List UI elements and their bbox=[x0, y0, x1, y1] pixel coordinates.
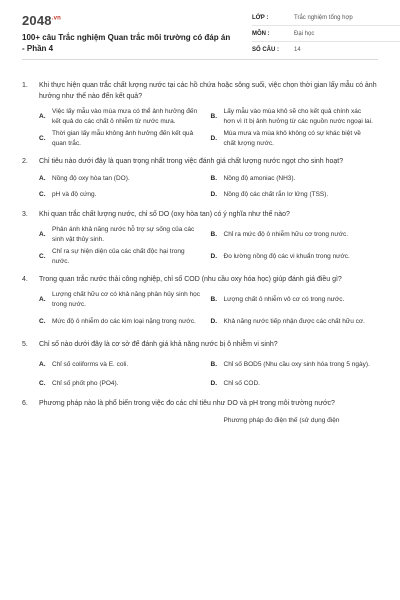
answer-option[interactable] bbox=[39, 128, 207, 150]
option-letter: C. bbox=[39, 318, 46, 325]
option-text: Lượng chất ô nhiễm vô cơ có trong nước. bbox=[223, 296, 345, 303]
document-meta bbox=[252, 10, 400, 58]
answer-option[interactable] bbox=[211, 354, 379, 376]
answer-options bbox=[22, 289, 378, 333]
option-text: Lượng chất hữu cơ có khả năng phân hủy sinh học trong nước. bbox=[52, 291, 201, 308]
question-number: 1. bbox=[22, 82, 28, 89]
question-number: 3. bbox=[22, 211, 28, 218]
option-letter: D. bbox=[210, 380, 217, 387]
meta-label: SỐ CÂU : bbox=[252, 47, 279, 53]
site-logo[interactable] bbox=[22, 13, 61, 28]
answer-option[interactable] bbox=[39, 289, 207, 311]
answer-option[interactable] bbox=[211, 128, 379, 150]
question-item bbox=[22, 274, 378, 333]
meta-label: LỚP : bbox=[252, 14, 269, 21]
answer-option[interactable] bbox=[39, 106, 207, 128]
option-letter: B. bbox=[210, 175, 217, 182]
option-letter: A. bbox=[39, 113, 46, 120]
answer-options bbox=[22, 413, 378, 429]
question-item bbox=[22, 156, 378, 203]
option-letter: B. bbox=[210, 231, 217, 238]
meta-row-subject bbox=[252, 26, 400, 42]
option-letter: D. bbox=[210, 191, 217, 198]
answer-options bbox=[22, 224, 378, 268]
meta-row-count bbox=[252, 42, 400, 58]
option-letter: D. bbox=[210, 318, 217, 325]
option-text: Nồng độ các chất rắn lơ lửng (TSS). bbox=[223, 191, 329, 198]
question-number: 4. bbox=[22, 276, 28, 283]
option-text: Chỉ số phốt pho (PO4). bbox=[52, 380, 119, 387]
question-text: Khi thực hiện quan trắc chất lượng nước tại các hồ chứa hoặc sông suối, việc chọn thời gian lấy mẫu có ảnh hưởng như thế nào đến kết quả? bbox=[39, 82, 377, 100]
answer-option[interactable] bbox=[39, 376, 207, 392]
question-text: Trong quan trắc nước thải công nghiệp, chỉ số COD (nhu cầu oxy hóa học) giúp đánh giá điều gì? bbox=[39, 276, 342, 283]
option-letter: C. bbox=[39, 380, 46, 387]
option-text: Phản ánh khả năng nước hỗ trợ sự sống của các sinh vật thủy sinh. bbox=[52, 226, 195, 243]
option-letter: A. bbox=[39, 361, 46, 368]
answer-option[interactable] bbox=[211, 171, 379, 187]
option-text: Đo lường nồng độ các vi khuẩn trong nước. bbox=[223, 253, 350, 260]
option-letter: D. bbox=[210, 253, 217, 260]
answer-option[interactable] bbox=[39, 413, 207, 429]
question-number: 5. bbox=[22, 341, 28, 348]
option-letter: A. bbox=[39, 175, 46, 182]
option-letter: C. bbox=[39, 191, 46, 198]
option-letter: D. bbox=[210, 135, 217, 142]
page-title: 100+ câu Trắc nghiệm Quan trắc môi trường có đáp án - Phần 4 bbox=[22, 33, 231, 53]
answer-option[interactable] bbox=[39, 311, 207, 333]
option-letter: C. bbox=[39, 135, 46, 142]
question-text: Phương pháp nào là phổ biến trong việc đo các chỉ tiêu như DO và pH trong môi trường nước? bbox=[39, 400, 335, 407]
option-text: Chỉ ra mức độ ô nhiễm hữu cơ trong nước. bbox=[223, 231, 349, 238]
meta-label: MÔN : bbox=[252, 30, 270, 37]
answer-option[interactable] bbox=[211, 246, 379, 268]
question-text: Chỉ tiêu nào dưới đây là quan trọng nhất trong việc đánh giá chất lượng nước ngọt cho sinh hoạt? bbox=[39, 158, 344, 165]
option-text: Mùa mưa và mùa khô không có sự khác biệt về chất lượng nước. bbox=[223, 130, 361, 147]
answer-option[interactable] bbox=[39, 354, 207, 376]
question-number: 6. bbox=[22, 400, 28, 407]
logo-suffix: .vn bbox=[51, 15, 62, 22]
option-text: Nồng độ amoniac (NH3). bbox=[223, 175, 296, 182]
option-letter: A. bbox=[39, 231, 46, 238]
option-text: Chỉ số BOD5 (Nhu cầu oxy sinh hóa trong 5 ngày). bbox=[223, 361, 370, 368]
question-number: 2. bbox=[22, 158, 28, 165]
answer-option[interactable] bbox=[39, 246, 207, 268]
question-text: Chỉ số nào dưới đây là cơ sở để đánh giá khả năng nước bị ô nhiễm vi sinh? bbox=[39, 341, 278, 348]
option-letter: A. bbox=[39, 296, 46, 303]
option-text: Thời gian lấy mẫu không ảnh hưởng đến kết quả quan trắc. bbox=[52, 130, 194, 147]
answer-option[interactable] bbox=[211, 224, 379, 246]
answer-option[interactable] bbox=[211, 187, 379, 203]
option-text: Việc lấy mẫu vào mùa mưa có thể ảnh hưởng đến kết quả do các chất ô nhiễm từ nước mưa. bbox=[52, 108, 198, 125]
answer-option[interactable] bbox=[211, 289, 379, 311]
meta-value: Trắc nghiệm tổng hợp bbox=[294, 14, 353, 21]
option-text: Nồng độ oxy hòa tan (DO). bbox=[52, 175, 130, 182]
answer-options bbox=[22, 171, 378, 203]
meta-row-class bbox=[252, 10, 400, 26]
option-text: Lấy mẫu vào mùa khô sẽ cho kết quả chính xác hơn vì ít bị ảnh hưởng từ các nguồn nước ngoại lai. bbox=[223, 108, 373, 125]
option-text: Chỉ ra sự hiện diện của các chất độc hại trong nước. bbox=[52, 248, 185, 265]
question-item bbox=[22, 209, 378, 268]
question-item bbox=[22, 339, 378, 392]
option-letter: B. bbox=[210, 361, 217, 368]
option-letter: B. bbox=[210, 113, 217, 120]
answer-option[interactable] bbox=[211, 413, 379, 429]
logo-text: 2048 bbox=[22, 13, 52, 28]
option-text: Phương pháp đo điện thế (sử dụng điện bbox=[223, 417, 340, 424]
answer-option[interactable] bbox=[211, 311, 379, 333]
answer-option[interactable] bbox=[39, 224, 207, 246]
option-text: Mức độ ô nhiễm do các kim loại nặng trong nước. bbox=[52, 318, 196, 325]
option-letter: B. bbox=[210, 296, 217, 303]
document-header bbox=[22, 0, 378, 60]
question-text: Khi quan trắc chất lượng nước, chỉ số DO (oxy hòa tan) có ý nghĩa như thế nào? bbox=[39, 211, 290, 218]
question-list bbox=[22, 80, 378, 435]
option-text: pH và độ cứng. bbox=[52, 191, 97, 198]
option-text: Chỉ số COD. bbox=[223, 380, 260, 387]
answer-option[interactable] bbox=[39, 171, 207, 187]
answer-options bbox=[22, 354, 378, 392]
answer-option[interactable] bbox=[211, 106, 379, 128]
option-text: Chỉ số coliforms và E. coli. bbox=[52, 361, 129, 368]
option-text: Khả năng nước tiếp nhận được các chất hữu cơ. bbox=[223, 318, 365, 325]
option-letter: C. bbox=[39, 253, 46, 260]
answer-options bbox=[22, 106, 378, 150]
meta-value: 14 bbox=[294, 47, 301, 53]
meta-value: Đại học bbox=[294, 30, 315, 37]
answer-option[interactable] bbox=[211, 376, 379, 392]
answer-option[interactable] bbox=[39, 187, 207, 203]
question-item bbox=[22, 80, 378, 150]
question-item bbox=[22, 398, 378, 429]
